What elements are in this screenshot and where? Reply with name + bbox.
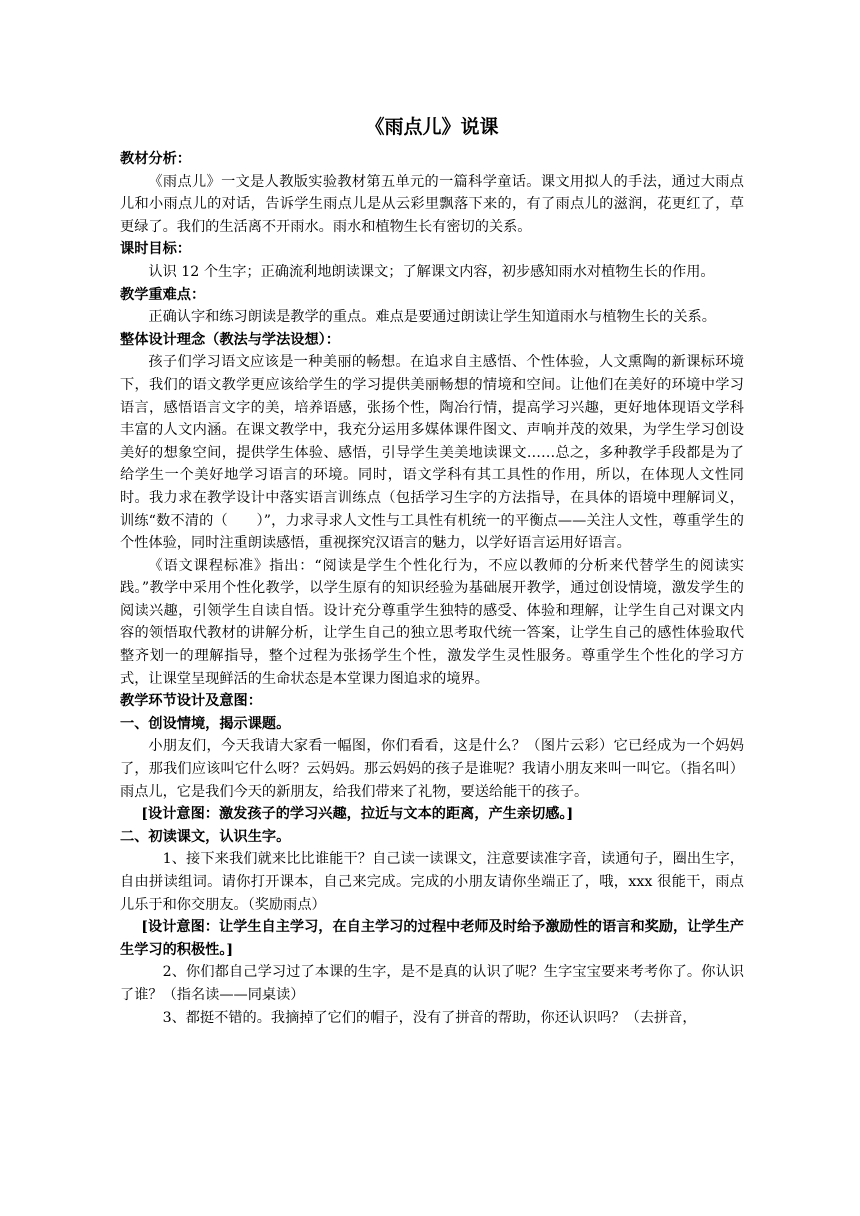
concept-paragraph-1: 孩子们学习语文应该是一种美丽的畅想。在追求自主感悟、个性体验，人文熏陶的新课标环境下，我们的语文教学更应该给学生的学习提供美丽畅想的情境和空间。让他们在美好的环境中学习语言，感悟语言文字的美，培养语感，张扬个性，陶冶行情，提高学习兴趣，更好地体现语文学科丰富的人文内涵。在课文教学中，我充分运用多媒体课件图文、声响并茂的效果，为学生学习创设美好的想象空间，提供学生体验、感悟，引导学生美美地读课文……总之，多种教学手段都是为了给学生一个美好地学习语言的环境。同时，语文学科有其工具性的作用，所以，在体现人文性同时。我力求在教学设计中落实语言训练点（包括学习生字的方法指导，在具体的语境中理解词义，训练“数不清的（ ）”，力求寻求人文性与工具性有机统一的平衡点——关注人文性，尊重学生的个性体验，同时注重朗读感悟，重视探究汉语言的魅力，以学好语言运用好语言。 xyxy=(120,354,744,552)
goal-heading: 课时目标： xyxy=(120,241,191,258)
design-heading: 教学环节设计及意图： xyxy=(120,693,262,710)
step2-paragraph-1: 1、接下来我们就来比比谁能干？自己读一读课文，注意要读准字音，读通句子，圈出生字，自由拼读组词。请你打开课本，自己来完成。完成的小朋友请你坐端正了，哦，xxx 很能干，雨点儿乐于和你交朋友。（奖励雨点） xyxy=(120,851,744,913)
goal-paragraph: 认识 12 个生字；正确流利地朗读课文；了解课文内容，初步感知雨水对植物生长的作用。 xyxy=(148,263,715,280)
step2-paragraph-3: 3、都挺不错的。我摘掉了它们的帽子，没有了拼音的帮助，你还认识吗？（去拼音， xyxy=(162,1009,697,1026)
step1-design-intent: [设计意图：激发孩子的学习兴趣，拉近与文本的距离，产生亲切感。] xyxy=(141,806,574,823)
key-heading: 教学重难点： xyxy=(120,286,206,303)
material-paragraph: 《雨点儿》一文是人教版实验教材第五单元的一篇科学童话。课文用拟人的手法，通过大雨点儿和小雨点儿的对话，告诉学生雨点儿是从云彩里飘落下来的，有了雨点儿的滋润，花更红了，草更绿了。我们的生活离不开雨水。雨水和植物生长有密切的关系。 xyxy=(120,173,744,235)
step2-paragraph-2: 2、你们都自己学习过了本课的生字，是不是真的认识了呢？生字宝宝要来考考你了。你认识了谁？（指名读——同桌读） xyxy=(120,964,744,1003)
step1-heading: 一、创设情境，揭示课题。 xyxy=(120,715,291,732)
key-paragraph: 正确认字和练习朗读是教学的重点。难点是要通过朗读让学生知道雨水与植物生长的关系。 xyxy=(148,309,716,326)
concept-heading: 整体设计理念（教法与学法设想）： xyxy=(120,331,340,348)
document-page xyxy=(120,112,744,1029)
step2-design-intent: [设计意图：让学生自主学习，在自主学习的过程中老师及时给予激励性的语言和奖励，让学生产生学习的积极性。] xyxy=(120,919,744,958)
material-heading: 教材分析： xyxy=(120,151,191,167)
step1-paragraph: 小朋友们，今天我请大家看一幅图，你们看看，这是什么？（图片云彩）它已经成为一个妈妈了，那我们应该叫它什么呀？云妈妈。那云妈妈的孩子是谁呢？我请小朋友来叫一叫它。（指名叫）雨点儿，它是我们今天的新朋友，给我们带来了礼物，要送给能干的孩子。 xyxy=(120,738,744,800)
step2-heading: 二、初读课文，认识生字。 xyxy=(120,828,291,845)
document-title: 《雨点儿》说课 xyxy=(365,116,499,138)
concept-paragraph-2: 《语文课程标准》指出：“阅读是学生个性化行为，不应以教师的分析来代替学生的阅读实践。”教学中采用个性化教学，以学生原有的知识经验为基础展开教学，通过创设情境，激发学生的阅读兴趣，引领学生自读自悟。设计充分尊重学生独特的感受、体验和理解，让学生自己对课文内容的领悟取代教材的讲解分析，让学生自己的独立思考取代统一答案，让学生自己的感性体验取代整齐划一的理解指导，整个过程为张扬学生个性，激发学生灵性服务。尊重学生个性化的学习方式，让课堂呈现鲜活的生命状态是本堂课力图追求的境界。 xyxy=(120,557,744,687)
